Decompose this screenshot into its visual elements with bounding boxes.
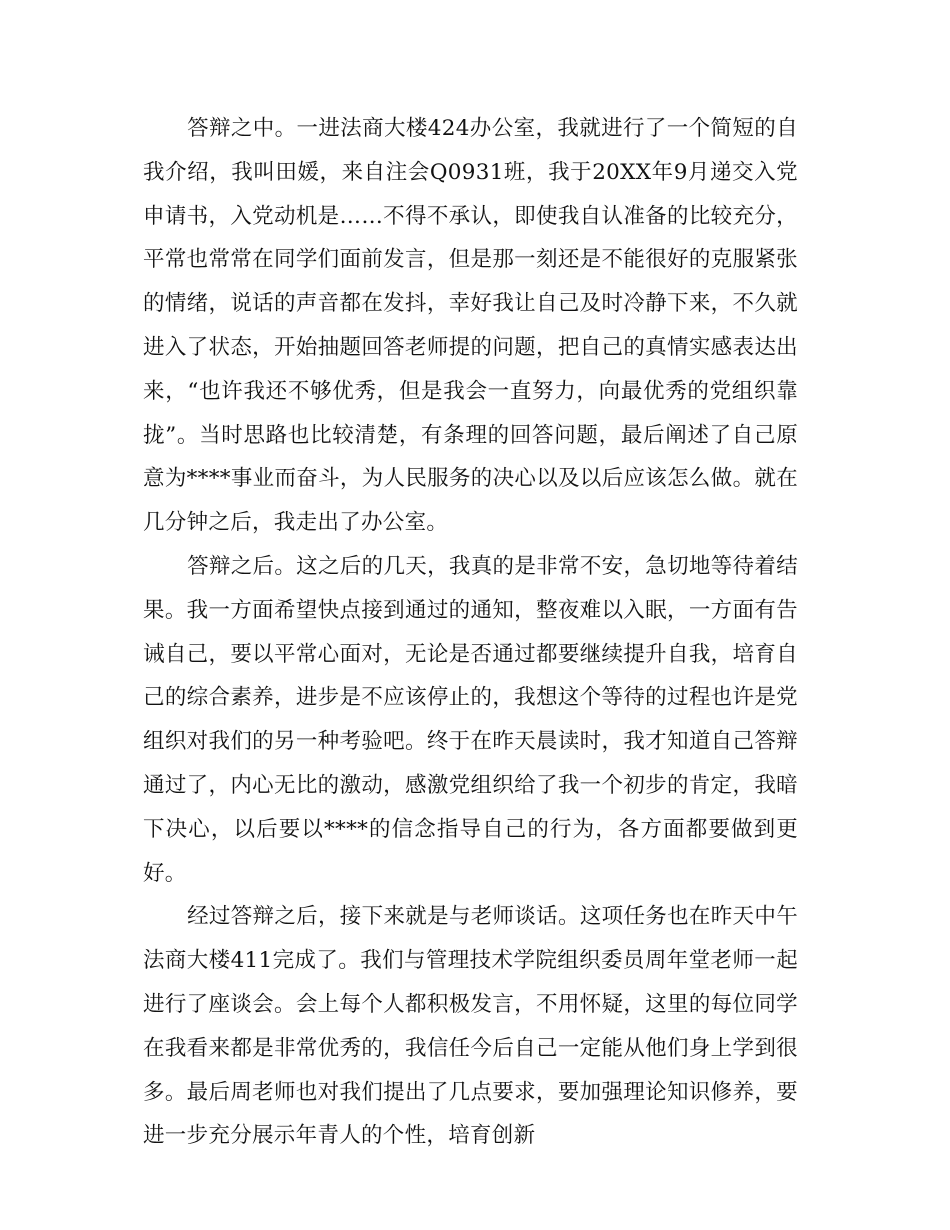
paragraph-defense-during: 答辩之中。一进法商大楼424办公室，我就进行了一个简短的自我介绍，我叫田媛，来自注会Q0931班，我于20XX年9月递交入党申请书，入党动机是……不得不承认，即使我自认准备的比较充分，平常也常常在同学们面前发言，但是那一刻还是不能很好的克服紧张的情绪，说话的声音都在发抖，幸好我让自己及时冷静下来，不久就进入了状态，开始抽题回答老师提的问题，把自己的真情实感表达出来，“也许我还不够优秀，但是我会一直努力，向最优秀的党组织靠拢”。当时思路也比较清楚，有条理的回答问题，最后阐述了自己原意为****事业而奋斗，为人民服务的决心以及以后应该怎么做。就在几分钟之后，我走出了办公室。 [143, 116, 798, 536]
paragraph-defense-after: 答辩之后。这之后的几天，我真的是非常不安，急切地等待着结果。我一方面希望快点接到通过的通知，整夜难以入眠，一方面有告诫自己，要以平常心面对，无论是否通过都要继续提升自我，培育自己的综合素养，进步是不应该停止的，我想这个等待的过程也许是党组织对我们的另一种考验吧。终于在昨天晨读时，我才知道自己答辩通过了，内心无比的激动，感激党组织给了我一个初步的肯定，我暗下决心，以后要以****的信念指导自己的行为，各方面都要做到更好。 [143, 553, 798, 886]
document-body [143, 107, 798, 1158]
paragraph-teacher-talk: 经过答辩之后，接下来就是与老师谈话。这项任务也在昨天中午法商大楼411完成了。我们与管理技术学院组织委员周年堂老师一起进行了座谈会。会上每个人都积极发言，不用怀疑，这里的每位同学在我看来都是非常优秀的，我信任今后自己一定能从他们身上学到很多。最后周老师也对我们提出了几点要求，要加强理论知识修养，要进一步充分展示年青人的个性，培育创新 [143, 904, 798, 1149]
